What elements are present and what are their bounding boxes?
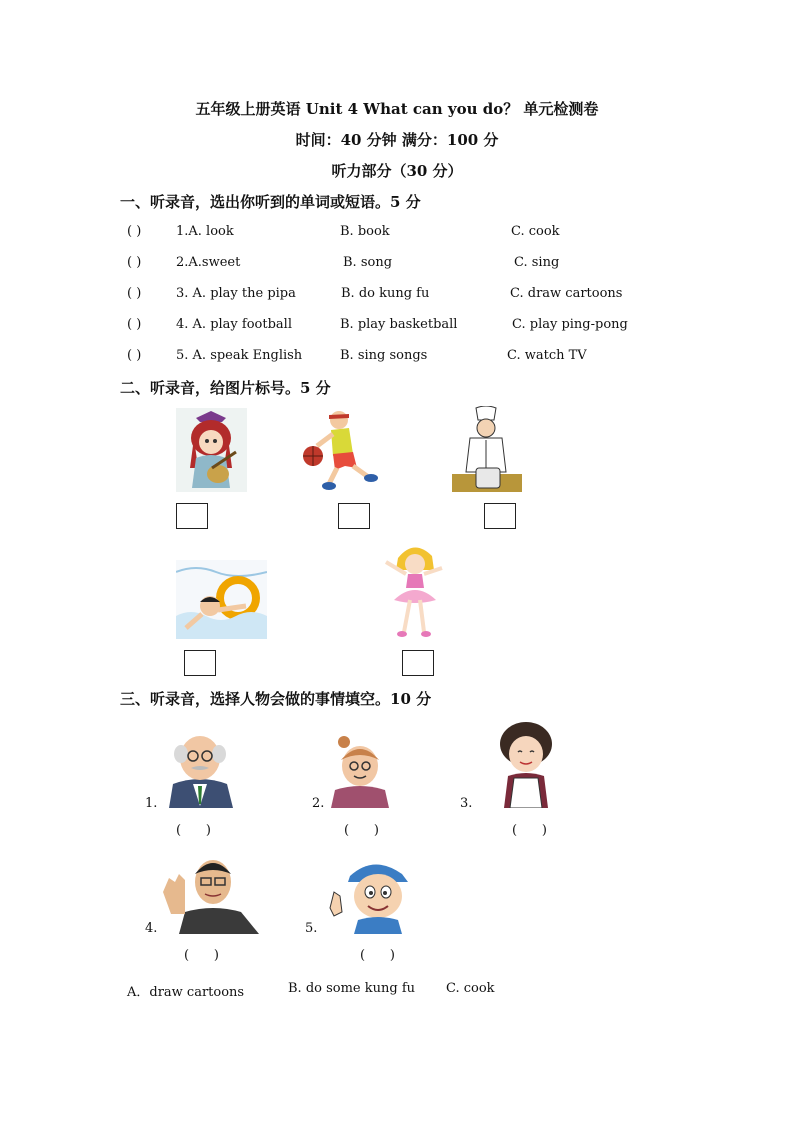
person-number: 5. — [305, 921, 318, 936]
answer-parenthesis[interactable]: ( ) — [127, 224, 142, 239]
answer-parenthesis[interactable]: ( ) — [127, 286, 142, 301]
option-a: 1.A. look — [176, 224, 234, 239]
option-b: B. sing songs — [340, 348, 428, 363]
choice-a: A．draw cartoons — [127, 985, 245, 1000]
answer-parenthesis[interactable]: ( ) — [512, 823, 547, 838]
choice-b: B. do some kung fu — [288, 981, 416, 996]
boy-swimming-picture — [176, 560, 267, 639]
option-a: 3. A. play the pipa — [176, 286, 296, 301]
option-c: C. cook — [511, 224, 560, 239]
grandma-icon — [327, 734, 393, 808]
answer-parenthesis[interactable]: ( ) — [360, 948, 395, 963]
boy-playing-basketball-picture — [301, 406, 388, 492]
page-title: 五年级上册英语 Unit 4 What can you do？ 单元检测卷 — [195, 100, 599, 118]
section2-heading: 二、听录音，给图片标号。5 分 — [120, 379, 331, 397]
answer-parenthesis[interactable]: ( ) — [127, 348, 142, 363]
section3-heading: 三、听录音，选择人物会做的事情填空。10 分 — [120, 690, 432, 708]
picture-number-box[interactable] — [484, 503, 516, 529]
answer-parenthesis[interactable]: ( ) — [127, 317, 142, 332]
woman-apron-icon — [490, 722, 562, 808]
boy-cap-thumbs-up-icon — [324, 852, 422, 934]
person-number: 2. — [312, 796, 325, 811]
person-number: 4. — [145, 921, 158, 936]
section1-heading: 一、听录音，选出你听到的单词或短语。5 分 — [120, 193, 421, 211]
option-c: C. draw cartoons — [510, 286, 623, 301]
answer-parenthesis[interactable]: ( ) — [176, 823, 211, 838]
option-c: C. play ping-pong — [512, 317, 628, 332]
girl-playing-pipa-picture — [176, 408, 247, 492]
option-b: B. do kung fu — [341, 286, 430, 301]
chef-cooking-picture — [452, 406, 522, 492]
time-and-score: 时间：40 分钟 满分：100 分 — [295, 131, 499, 149]
girl-dancing-ballet-picture — [378, 540, 451, 640]
option-b: B. book — [340, 224, 390, 239]
answer-parenthesis[interactable]: ( ) — [344, 823, 379, 838]
option-a: 2.A.sweet — [176, 255, 241, 270]
picture-number-box[interactable] — [176, 503, 208, 529]
answer-parenthesis[interactable]: ( ) — [127, 255, 142, 270]
grandpa-icon — [163, 726, 237, 808]
option-a: 4. A. play football — [176, 317, 292, 332]
option-a: 5. A. speak English — [176, 348, 303, 363]
person-number: 3. — [460, 796, 473, 811]
person-number: 1. — [145, 796, 158, 811]
option-b: B. play basketball — [340, 317, 458, 332]
choice-c: C. cook — [446, 981, 495, 996]
listening-part-title: 听力部分（30 分） — [331, 162, 463, 180]
picture-number-box[interactable] — [402, 650, 434, 676]
picture-number-box[interactable] — [338, 503, 370, 529]
option-c: C. sing — [514, 255, 560, 270]
option-c: C. watch TV — [507, 348, 587, 363]
man-glasses-waving-icon — [163, 852, 263, 934]
picture-number-box[interactable] — [184, 650, 216, 676]
option-b: B. song — [343, 255, 393, 270]
answer-parenthesis[interactable]: ( ) — [184, 948, 219, 963]
